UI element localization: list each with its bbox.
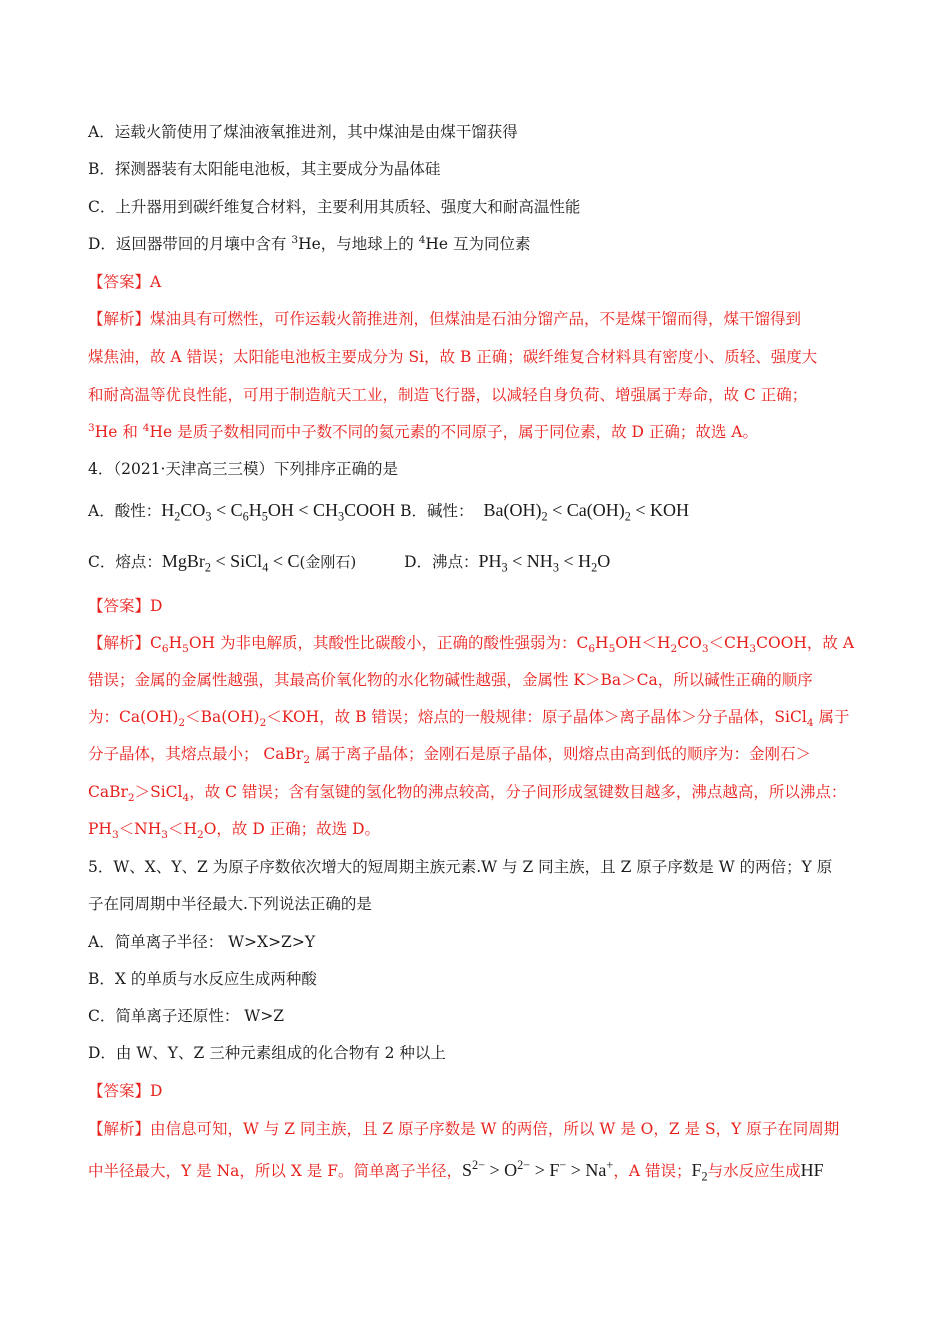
q3-analysis-line-2: 煤焦油，故 A 错误；太阳能电池板主要成分为 Si，故 B 正确；碳纤维复合材料具有密度小、质轻、强度大 [88, 348, 818, 366]
q5-analysis-line-1: 【解析】由信息可知，W 与 Z 同主族，且 Z 原子序数是 W 的两倍，所以 W 是 O，Z 是 S，Y 原子在同周期 [88, 1120, 840, 1138]
q4-stem: 4．（2021·天津高三三模）下列排序正确的是 [88, 460, 398, 478]
q5-formula-hf: HF [800, 1160, 824, 1180]
q4-analysis-line-3: 为：$Ca(OH)_2<Ba(OH)_2<KOH$，故 B 错误；熔点的一般规律：原子晶体＞离子晶体＞分子晶体，SiCl$_4$ 属于 [88, 708, 850, 730]
q3-answer: 【答案】A [88, 273, 162, 291]
q4-formula-c: MgBr$_2$ < SiCl$_4$ < C [161, 551, 300, 575]
q4-analysis-line-5: CaBr$_2$＞SiCl$_4$，故 C 错误；含有氢键的氢化物的沸点较高，分子间形成氢键数目越多，沸点越高，所以沸点： [88, 783, 847, 805]
q5-option-d: D．由 W、Y、Z 三种元素组成的化合物有 2 种以上 [88, 1044, 446, 1062]
q3-analysis-line-1: 【解析】煤油具有可燃性，可作运载火箭推进剂，但煤油是石油分馏产品，不是煤干馏而得，煤干馏得到 [88, 310, 802, 328]
q5-formula-f2: $F_2$ [691, 1160, 708, 1184]
q5-stem-line-1: 5．W、X、Y、Z 为原子序数依次增大的短周期主族元素.W 与 Z 同主族，且 Z 原子序数是 W 的两倍；Y 原 [88, 858, 833, 876]
q4-formula-b: $Ba(OH)_2 < Ca(OH)_2$ < KOH [483, 500, 690, 524]
q3-option-c: C．上升器用到碳纤维复合材料，主要利用其质轻、强度大和耐高温性能 [88, 198, 581, 216]
q5-analysis-line-2: 中半径最大，Y 是 Na，所以 X 是 F。简单离子半径，$S^{2-} > O^{2-} > F^- > Na^+$，A 错误；$F_2$与水反应生成HF [88, 1158, 824, 1184]
q3-analysis-line-3: 和耐高温等优良性能，可用于制造航天工业，制造飞行器，以减轻自身负荷、增强属于寿命，故 C 正确； [88, 386, 808, 404]
q4-answer: 【答案】D [88, 597, 163, 615]
q4-analysis-line-2: 错误；金属的金属性越强，其最高价氧化物的水化物碱性越强，金属性 K＞Ba＞Ca，所以碱性正确的顺序 [88, 671, 813, 689]
q4-options-ab: A．酸性：$H_2CO_3 < C_6H_5OH$ < $CH_3COOH$ B．碱性： $Ba(OH)_2 < Ca(OH)_2$ < KOH [88, 500, 690, 524]
q4-analysis-line-1: 【解析】$C_6H_5OH$ 为非电解质，其酸性比碳酸小，正确的酸性强弱为：$C_6H_5OH<H_2CO_3<CH_3COOH$，故 A [88, 634, 855, 656]
q4-analysis-line-6: $PH_3<NH_3<H_2O$，故 D 正确；故选 D。 [88, 820, 381, 842]
q5-option-c: C．简单离子还原性： W>Z [88, 1007, 284, 1025]
q5-ion-radius-formula: $S^{2-} > O^{2-} > F^- > Na^+$ [461, 1158, 614, 1180]
q3-option-a: A．运载火箭使用了煤油液氧推进剂，其中煤油是由煤干馏获得 [88, 123, 518, 141]
q5-option-a: A．简单离子半径： W>X>Z>Y [88, 933, 316, 951]
q4-options-cd: C．熔点：MgBr$_2$ < SiCl$_4$ < C(金刚石) D．沸点：$PH_3 < NH_3 < H_2O$ [88, 551, 611, 575]
q3-option-d: D．返回器带回的月壤中含有 $^3$He，与地球上的 $^4$He 互为同位素 [88, 233, 531, 253]
q3-option-b: B．探测器装有太阳能电池板，其主要成分为晶体硅 [88, 160, 441, 178]
q4-formula-a: $H_2CO_3 < C_6H_5OH$ < $CH_3COOH$ [161, 500, 396, 524]
q5-answer: 【答案】D [88, 1082, 163, 1100]
q3-analysis-line-4: $^3$He 和 $^4$He 是质子数相同而中子数不同的氦元素的不同原子，属于同位素，故 D 正确；故选 A。 [88, 421, 758, 441]
q5-option-b: B．X 的单质与水反应生成两种酸 [88, 970, 317, 988]
q4-formula-d: $PH_3 < NH_3 < H_2O$ [478, 551, 611, 575]
q5-stem-line-2: 子在同周期中半径最大.下列说法正确的是 [88, 895, 372, 913]
q4-analysis-line-4: 分子晶体，其熔点最小； CaBr$_2$ 属于离子晶体；金刚石是原子晶体，则熔点由高到低的顺序为：金刚石＞ [88, 745, 811, 767]
